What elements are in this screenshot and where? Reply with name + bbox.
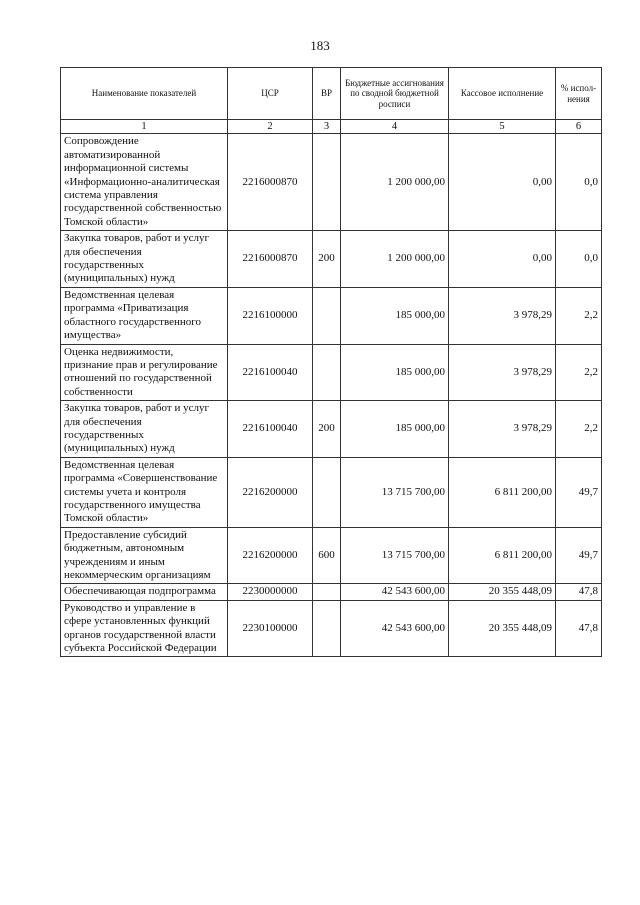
header-name: Наименование показателей bbox=[61, 68, 228, 120]
table-row bbox=[61, 584, 602, 600]
header-vr: ВР bbox=[313, 68, 341, 120]
page-number: 183 bbox=[310, 38, 330, 53]
header-executed: Кассовое исполнение bbox=[449, 68, 556, 120]
row-vr-cell bbox=[313, 457, 341, 527]
row-csr-cell: 2216100040 bbox=[228, 344, 313, 401]
column-number: 5 bbox=[449, 120, 556, 134]
row-executed-cell: 0,00 bbox=[449, 134, 556, 231]
row-vr-cell: 200 bbox=[313, 231, 341, 288]
row-executed-cell: 3 978,29 bbox=[449, 344, 556, 401]
row-budget-cell: 42 543 600,00 bbox=[341, 584, 449, 600]
column-number: 2 bbox=[228, 120, 313, 134]
row-vr-cell bbox=[313, 344, 341, 401]
table-row bbox=[61, 344, 602, 401]
row-name-cell: Ведомственная целевая программа «Приватизация областного государственного имущества» bbox=[61, 287, 228, 344]
row-csr-cell: 2216200000 bbox=[228, 527, 313, 584]
row-budget-cell: 185 000,00 bbox=[341, 401, 449, 458]
row-executed-cell: 20 355 448,09 bbox=[449, 584, 556, 600]
table-body bbox=[61, 120, 602, 657]
row-csr-cell: 2216100000 bbox=[228, 287, 313, 344]
table-row bbox=[61, 287, 602, 344]
row-budget-cell: 185 000,00 bbox=[341, 287, 449, 344]
column-numbers-row bbox=[61, 120, 602, 134]
header-row bbox=[61, 68, 602, 120]
row-vr-cell bbox=[313, 600, 341, 657]
row-budget-cell: 185 000,00 bbox=[341, 344, 449, 401]
row-vr-cell bbox=[313, 584, 341, 600]
column-number: 4 bbox=[341, 120, 449, 134]
row-csr-cell: 2216000870 bbox=[228, 134, 313, 231]
column-number: 1 bbox=[61, 120, 228, 134]
row-percent-cell: 2,2 bbox=[556, 401, 602, 458]
row-name-cell: Ведомственная целевая программа «Совершенствование системы учета и контроля государственного имущества Томской области» bbox=[61, 457, 228, 527]
row-name-cell: Закупка товаров, работ и услуг для обеспечения государственных (муниципальных) нужд bbox=[61, 401, 228, 458]
table-row bbox=[61, 134, 602, 231]
row-budget-cell: 13 715 700,00 bbox=[341, 457, 449, 527]
row-percent-cell: 47,8 bbox=[556, 600, 602, 657]
row-csr-cell: 2230000000 bbox=[228, 584, 313, 600]
row-csr-cell: 2230100000 bbox=[228, 600, 313, 657]
row-budget-cell: 42 543 600,00 bbox=[341, 600, 449, 657]
column-number: 6 bbox=[556, 120, 602, 134]
table-row bbox=[61, 401, 602, 458]
row-percent-cell: 2,2 bbox=[556, 287, 602, 344]
row-vr-cell: 200 bbox=[313, 401, 341, 458]
row-vr-cell bbox=[313, 134, 341, 231]
row-executed-cell: 3 978,29 bbox=[449, 401, 556, 458]
row-budget-cell: 1 200 000,00 bbox=[341, 134, 449, 231]
row-vr-cell bbox=[313, 287, 341, 344]
budget-execution-table bbox=[60, 67, 602, 657]
row-name-cell: Оценка недвижимости, признание прав и регулирование отношений по государственной собственности bbox=[61, 344, 228, 401]
header-percent: % испол-нения bbox=[556, 68, 602, 120]
row-percent-cell: 2,2 bbox=[556, 344, 602, 401]
header-csr: ЦСР bbox=[228, 68, 313, 120]
row-name-cell: Обеспечивающая подпрограмма bbox=[61, 584, 228, 600]
row-vr-cell: 600 bbox=[313, 527, 341, 584]
row-executed-cell: 0,00 bbox=[449, 231, 556, 288]
table-row bbox=[61, 600, 602, 657]
row-executed-cell: 6 811 200,00 bbox=[449, 527, 556, 584]
row-executed-cell: 6 811 200,00 bbox=[449, 457, 556, 527]
table-row bbox=[61, 457, 602, 527]
row-executed-cell: 3 978,29 bbox=[449, 287, 556, 344]
table-row bbox=[61, 527, 602, 584]
row-budget-cell: 1 200 000,00 bbox=[341, 231, 449, 288]
row-percent-cell: 0,0 bbox=[556, 134, 602, 231]
header-budget: Бюджетные ассигнования по сводной бюджетной росписи bbox=[341, 68, 449, 120]
row-csr-cell: 2216100040 bbox=[228, 401, 313, 458]
row-name-cell: Предоставление субсидий бюджетным, автономным учреждениям и иным некоммерческим организациям bbox=[61, 527, 228, 584]
row-executed-cell: 20 355 448,09 bbox=[449, 600, 556, 657]
row-percent-cell: 49,7 bbox=[556, 457, 602, 527]
row-csr-cell: 2216200000 bbox=[228, 457, 313, 527]
row-budget-cell: 13 715 700,00 bbox=[341, 527, 449, 584]
row-percent-cell: 49,7 bbox=[556, 527, 602, 584]
row-name-cell: Закупка товаров, работ и услуг для обеспечения государственных (муниципальных) нужд bbox=[61, 231, 228, 288]
column-number: 3 bbox=[313, 120, 341, 134]
row-name-cell: Сопровождение автоматизированной информационной системы «Информационно-аналитическая система управления государственной собственностью Томской области» bbox=[61, 134, 228, 231]
row-csr-cell: 2216000870 bbox=[228, 231, 313, 288]
row-percent-cell: 47,8 bbox=[556, 584, 602, 600]
table-row bbox=[61, 231, 602, 288]
row-percent-cell: 0,0 bbox=[556, 231, 602, 288]
row-name-cell: Руководство и управление в сфере установленных функций органов государственной власти субъекта Российской Федерации bbox=[61, 600, 228, 657]
